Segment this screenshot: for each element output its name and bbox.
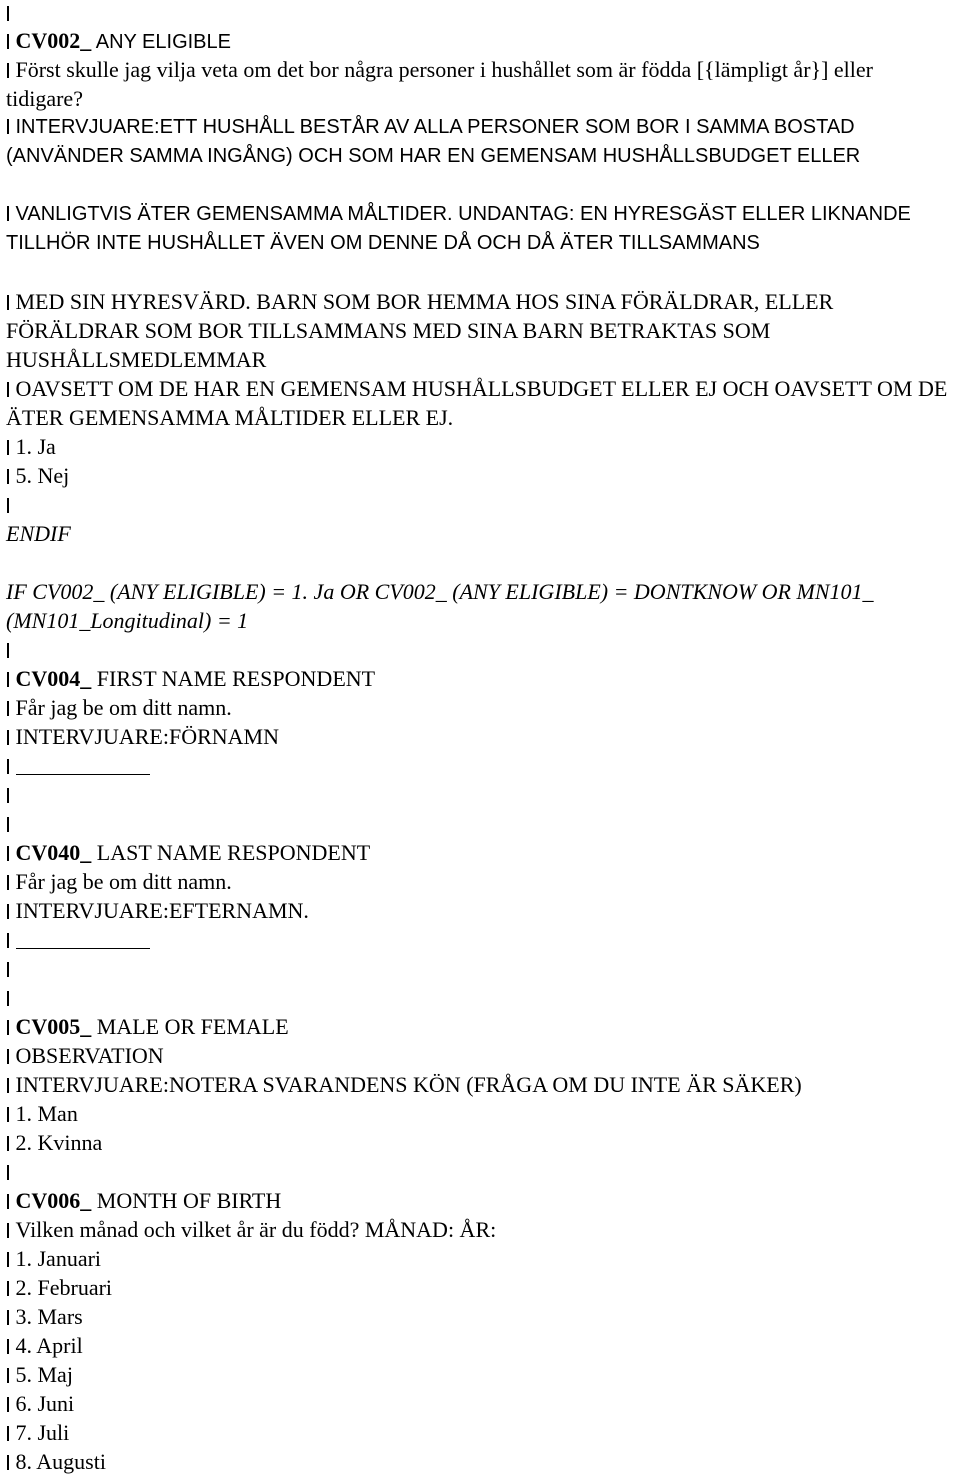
line-marker [6, 0, 950, 27]
question-code: CV002_ [15, 28, 92, 53]
line-marker [6, 1157, 950, 1186]
question-text: Vilken månad och vilket år är du född? MÅNAD: ÅR: [15, 1217, 497, 1242]
cv002-question [6, 55, 950, 113]
line-bar [7, 1339, 9, 1354]
cv040-instruction [6, 896, 950, 925]
answer-blank[interactable] [16, 930, 150, 949]
answer-option[interactable] [6, 1244, 950, 1273]
question-title: ANY ELIGIBLE [91, 31, 231, 53]
line-bar [7, 1310, 9, 1325]
option-label: 6. Juni [15, 1391, 75, 1416]
line-bar [7, 1223, 9, 1238]
line-marker [6, 635, 950, 664]
option-label: 2. Kvinna [15, 1130, 103, 1155]
instruction-text: INTERVJUARE:ETT HUSHÅLL BESTÅR AV ALLA PERSONER SOM BOR I SAMMA BOSTAD (ANVÄNDER SAMMA INGÅNG) OCH SOM HAR EN GEMENSAM HUSHÅLLSBUDGET ELLER [6, 116, 861, 167]
line-bar [7, 1136, 9, 1151]
instruction-text: INTERVJUARE:EFTERNAMN. [15, 898, 309, 923]
last-name-field[interactable] [6, 925, 950, 954]
line-bar [7, 34, 9, 49]
question-code: CV040_ [15, 840, 92, 865]
line-marker [6, 490, 950, 519]
line-bar [7, 788, 9, 803]
line-bar [7, 498, 9, 513]
line-bar [7, 817, 9, 832]
question-text: Får jag be om ditt namn. [15, 869, 232, 894]
line-bar [7, 701, 9, 716]
answer-option[interactable] [6, 1273, 950, 1302]
line-bar [7, 643, 9, 658]
cv006-heading [6, 1186, 950, 1215]
answer-option[interactable] [6, 1302, 950, 1331]
question-code: CV005_ [15, 1014, 92, 1039]
line-bar [7, 672, 9, 687]
line-bar [7, 63, 9, 78]
cv002-instruction-3 [6, 287, 950, 374]
instruction-text: INTERVJUARE:FÖRNAMN [15, 724, 279, 749]
cv004-heading [6, 664, 950, 693]
question-code: CV006_ [15, 1188, 92, 1213]
line-bar [7, 1252, 9, 1267]
answer-option[interactable] [6, 1128, 950, 1157]
line-bar [7, 1194, 9, 1209]
instruction-text: VANLIGTVIS ÄTER GEMENSAMMA MÅLTIDER. UNDANTAG: EN HYRESGÄST ELLER LIKNANDE TILLHÖR INTE HUSHÅLLET ÄVEN OM DENNE DÅ OCH DÅ ÄTER TILLSAMMANS [6, 203, 911, 254]
cv002-instruction-1 [6, 113, 950, 171]
answer-blank[interactable] [16, 756, 150, 775]
line-bar [7, 382, 9, 397]
answer-option[interactable] [6, 1360, 950, 1389]
line-bar [7, 1107, 9, 1122]
cv004-instruction [6, 722, 950, 751]
endif-statement: ENDIF [6, 521, 71, 546]
answer-option[interactable] [6, 1447, 950, 1476]
question-text: Får jag be om ditt namn. [15, 695, 232, 720]
answer-option[interactable] [6, 1418, 950, 1447]
cv002-instruction-2 [6, 200, 950, 258]
line-marker [6, 954, 950, 983]
question-title: MONTH OF BIRTH [91, 1188, 282, 1213]
option-label: 1. Januari [15, 1246, 102, 1271]
instruction-text: INTERVJUARE:NOTERA SVARANDENS KÖN (FRÅGA OM DU INTE ÄR SÄKER) [15, 1072, 802, 1097]
option-label: 5. Nej [15, 463, 70, 488]
line-bar [7, 962, 9, 977]
line-bar [7, 875, 9, 890]
question-title: LAST NAME RESPONDENT [91, 840, 371, 865]
line-bar [7, 1455, 9, 1470]
cv004-question [6, 693, 950, 722]
option-label: 8. Augusti [15, 1449, 106, 1474]
line-bar [7, 991, 9, 1006]
instruction-text: OAVSETT OM DE HAR EN GEMENSAM HUSHÅLLSBUDGET ELLER EJ OCH OAVSETT OM DE ÄTER GEMENSAMMA MÅLTIDER ELLER EJ. [6, 376, 948, 430]
line-bar [7, 6, 9, 21]
line-marker [6, 983, 950, 1012]
cv002-instruction-4 [6, 374, 950, 432]
option-label: 1. Ja [15, 434, 56, 459]
line-bar [7, 846, 9, 861]
line-bar [7, 759, 9, 774]
line-bar [7, 1020, 9, 1035]
option-label: 5. Maj [15, 1362, 73, 1387]
line-bar [7, 1368, 9, 1383]
answer-option[interactable] [6, 461, 950, 490]
line-bar [7, 119, 9, 134]
question-code: CV004_ [15, 666, 92, 691]
line-bar [7, 469, 9, 484]
line-marker [6, 780, 950, 809]
line-bar [7, 440, 9, 455]
cv040-heading [6, 838, 950, 867]
cv006-question [6, 1215, 950, 1244]
cv002-heading [6, 26, 950, 57]
line-marker [6, 809, 950, 838]
option-label: 1. Man [15, 1101, 78, 1126]
option-label: 4. April [15, 1333, 83, 1358]
answer-option[interactable] [6, 1331, 950, 1360]
answer-option[interactable] [6, 432, 950, 461]
option-label: 7. Juli [15, 1420, 70, 1445]
line-bar [7, 730, 9, 745]
line-bar [7, 904, 9, 919]
observation-text: OBSERVATION [15, 1043, 164, 1068]
answer-option[interactable] [6, 1389, 950, 1418]
line-bar [7, 1078, 9, 1093]
line-bar [7, 1049, 9, 1064]
line-bar [7, 295, 9, 310]
question-title: FIRST NAME RESPONDENT [91, 666, 376, 691]
cv005-observation [6, 1041, 950, 1070]
option-label: 3. Mars [15, 1304, 83, 1329]
option-label: 2. Februari [15, 1275, 113, 1300]
answer-option[interactable] [6, 1099, 950, 1128]
line-bar [7, 206, 9, 221]
cv005-instruction [6, 1070, 950, 1099]
instruction-text: MED SIN HYRESVÄRD. BARN SOM BOR HEMMA HOS SINA FÖRÄLDRAR, ELLER FÖRÄLDRAR SOM BOR TILLSAMMANS MED SINA BARN BETRAKTAS SOM HUSHÅLLSMEDLEMMAR [6, 289, 834, 372]
first-name-field[interactable] [6, 751, 950, 780]
question-text: Först skulle jag vilja veta om det bor några personer i hushållet som är födda [{lämpligt år}] eller tidigare? [6, 57, 873, 111]
line-bar [7, 1397, 9, 1412]
line-bar [7, 933, 9, 948]
line-bar [7, 1281, 9, 1296]
question-title: MALE OR FEMALE [91, 1014, 289, 1039]
if-condition: IF CV002_ (ANY ELIGIBLE) = 1. Ja OR CV002_ (ANY ELIGIBLE) = DONTKNOW OR MN101_ (MN101_Longitudinal) = 1 [6, 579, 874, 633]
line-bar [7, 1165, 9, 1180]
cv005-heading [6, 1012, 950, 1041]
cv040-question [6, 867, 950, 896]
line-bar [7, 1426, 9, 1441]
